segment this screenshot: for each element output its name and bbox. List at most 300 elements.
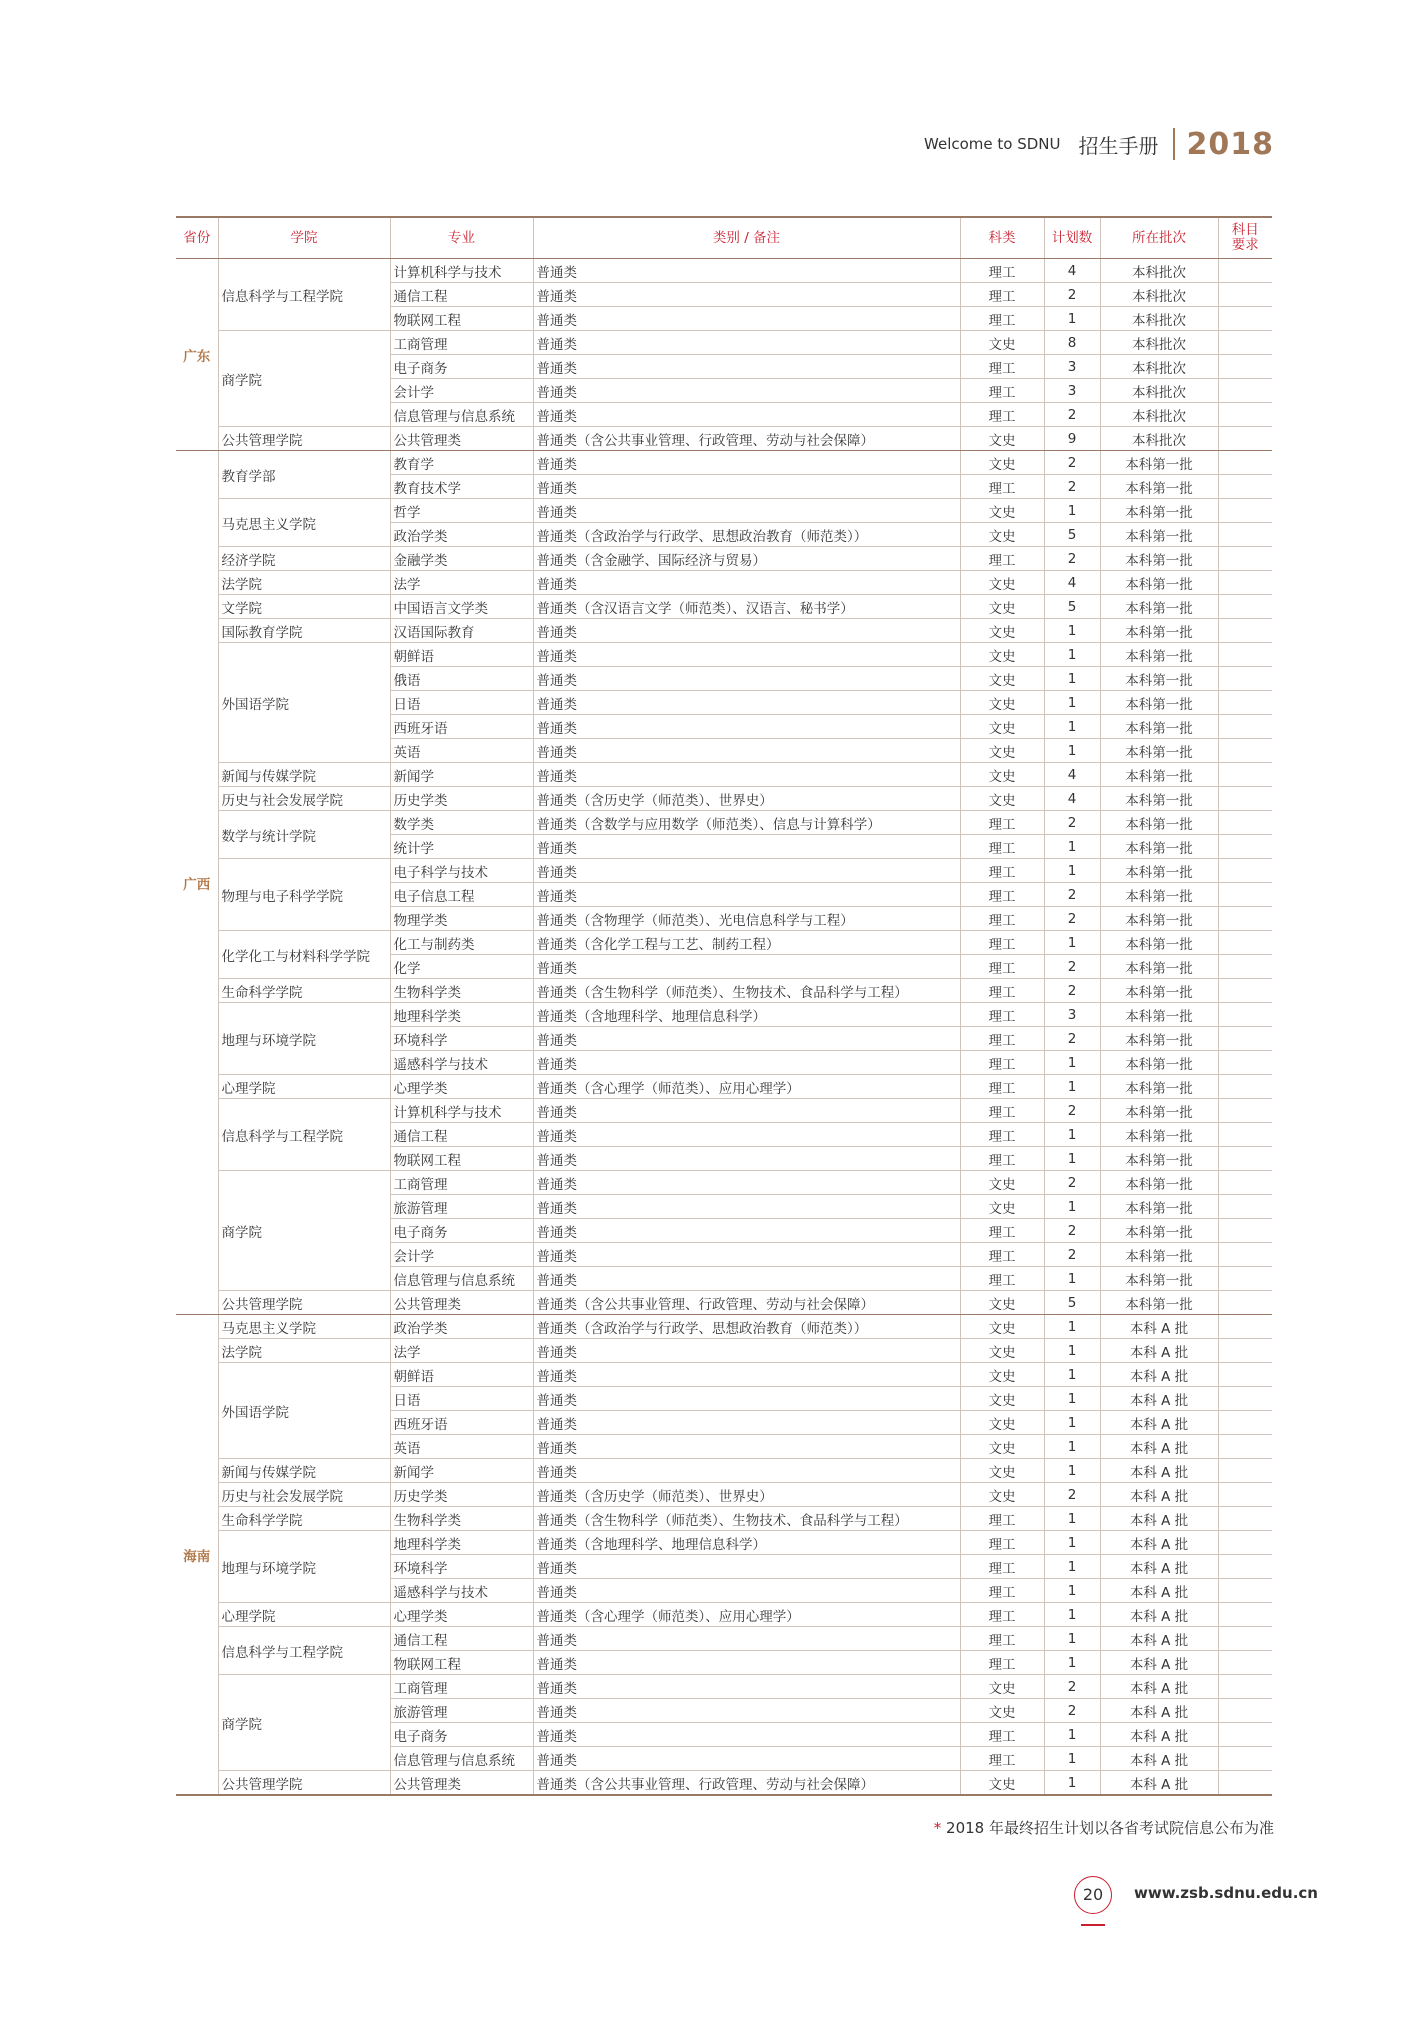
table-row (176, 571, 1272, 595)
subject-req-cell (1218, 475, 1272, 499)
plan-count-cell: 1 (1044, 1387, 1100, 1411)
subject-req-cell (1218, 1483, 1272, 1507)
batch-cell: 本科第一批 (1100, 1051, 1218, 1075)
plan-count-cell: 2 (1044, 955, 1100, 979)
subject-type-cell: 文史 (960, 1771, 1044, 1796)
major-cell: 工商管理 (390, 1171, 533, 1195)
subject-type-cell: 文史 (960, 595, 1044, 619)
col-header-province: 省份 (176, 217, 218, 259)
batch-cell: 本科第一批 (1100, 643, 1218, 667)
table-row (176, 811, 1272, 835)
category-cell: 普通类 (533, 883, 960, 907)
batch-cell: 本科第一批 (1100, 499, 1218, 523)
subject-req-cell (1218, 1387, 1272, 1411)
category-cell: 普通类 (533, 475, 960, 499)
subject-req-cell (1218, 1099, 1272, 1123)
table-row (176, 1675, 1272, 1699)
college-cell: 化学化工与材料科学学院 (218, 931, 390, 979)
table-row (176, 1483, 1272, 1507)
plan-count-cell: 1 (1044, 1435, 1100, 1459)
plan-count-cell: 2 (1044, 1675, 1100, 1699)
plan-count-cell: 2 (1044, 1243, 1100, 1267)
college-cell: 生命科学学院 (218, 979, 390, 1003)
batch-cell: 本科 A 批 (1100, 1627, 1218, 1651)
plan-count-cell: 1 (1044, 1195, 1100, 1219)
plan-count-cell: 1 (1044, 1075, 1100, 1099)
major-cell: 物联网工程 (390, 307, 533, 331)
subject-type-cell: 理工 (960, 1027, 1044, 1051)
college-cell: 信息科学与工程学院 (218, 259, 390, 331)
major-cell: 工商管理 (390, 331, 533, 355)
category-cell: 普通类（含公共事业管理、行政管理、劳动与社会保障） (533, 1291, 960, 1315)
table-row (176, 1003, 1272, 1027)
table-row (176, 1459, 1272, 1483)
major-cell: 法学 (390, 1339, 533, 1363)
table-row (176, 1291, 1272, 1315)
subject-req-cell (1218, 1603, 1272, 1627)
subject-req-cell (1218, 1219, 1272, 1243)
table-row (176, 1099, 1272, 1123)
subject-type-cell: 文史 (960, 739, 1044, 763)
subject-req-cell (1218, 1531, 1272, 1555)
batch-cell: 本科第一批 (1100, 1267, 1218, 1291)
subject-type-cell: 理工 (960, 1555, 1044, 1579)
plan-count-cell: 1 (1044, 1459, 1100, 1483)
college-cell: 公共管理学院 (218, 1291, 390, 1315)
subject-type-cell: 文史 (960, 1483, 1044, 1507)
table-row (176, 1363, 1272, 1387)
category-cell: 普通类 (533, 835, 960, 859)
batch-cell: 本科批次 (1100, 379, 1218, 403)
subject-req-cell (1218, 1723, 1272, 1747)
plan-count-cell: 8 (1044, 331, 1100, 355)
college-cell: 马克思主义学院 (218, 499, 390, 547)
subject-req-cell (1218, 619, 1272, 643)
subject-req-cell (1218, 1363, 1272, 1387)
plan-count-cell: 2 (1044, 1099, 1100, 1123)
subject-type-cell: 理工 (960, 1723, 1044, 1747)
major-cell: 心理学类 (390, 1075, 533, 1099)
major-cell: 新闻学 (390, 1459, 533, 1483)
subject-req-cell (1218, 1243, 1272, 1267)
batch-cell: 本科第一批 (1100, 1147, 1218, 1171)
category-cell: 普通类 (533, 379, 960, 403)
subject-req-cell (1218, 499, 1272, 523)
plan-count-cell: 1 (1044, 1507, 1100, 1531)
batch-cell: 本科 A 批 (1100, 1339, 1218, 1363)
subject-type-cell: 文史 (960, 715, 1044, 739)
major-cell: 信息管理与信息系统 (390, 403, 533, 427)
plan-count-cell: 1 (1044, 1531, 1100, 1555)
major-cell: 公共管理类 (390, 427, 533, 451)
plan-count-cell: 2 (1044, 1027, 1100, 1051)
category-cell: 普通类 (533, 1459, 960, 1483)
batch-cell: 本科第一批 (1100, 1003, 1218, 1027)
subject-req-cell (1218, 1699, 1272, 1723)
subject-type-cell: 文史 (960, 1435, 1044, 1459)
plan-count-cell: 2 (1044, 403, 1100, 427)
subject-req-cell (1218, 1411, 1272, 1435)
batch-cell: 本科 A 批 (1100, 1603, 1218, 1627)
subject-type-cell: 理工 (960, 931, 1044, 955)
category-cell: 普通类 (533, 1411, 960, 1435)
province-cell: 广东 (176, 259, 218, 451)
table-row (176, 787, 1272, 811)
college-cell: 历史与社会发展学院 (218, 787, 390, 811)
website-url: www.zsb.sdnu.edu.cn (1134, 1884, 1318, 1902)
batch-cell: 本科第一批 (1100, 1099, 1218, 1123)
col-header-subject-req: 科目 要求 (1218, 217, 1272, 259)
category-cell: 普通类 (533, 1339, 960, 1363)
plan-count-cell: 1 (1044, 1747, 1100, 1771)
subject-req-cell (1218, 547, 1272, 571)
subject-req-cell (1218, 1291, 1272, 1315)
table-row (176, 1075, 1272, 1099)
subject-type-cell: 理工 (960, 1531, 1044, 1555)
major-cell: 地理科学类 (390, 1003, 533, 1027)
category-cell: 普通类 (533, 691, 960, 715)
category-cell: 普通类 (533, 1723, 960, 1747)
subject-type-cell: 理工 (960, 475, 1044, 499)
subject-req-cell (1218, 451, 1272, 475)
category-cell: 普通类 (533, 763, 960, 787)
batch-cell: 本科批次 (1100, 355, 1218, 379)
batch-cell: 本科第一批 (1100, 475, 1218, 499)
subject-type-cell: 理工 (960, 1123, 1044, 1147)
subject-type-cell: 文史 (960, 523, 1044, 547)
subject-type-cell: 文史 (960, 331, 1044, 355)
table-row (176, 595, 1272, 619)
subject-type-cell: 理工 (960, 1003, 1044, 1027)
major-cell: 工商管理 (390, 1675, 533, 1699)
batch-cell: 本科第一批 (1100, 739, 1218, 763)
subject-type-cell: 文史 (960, 1171, 1044, 1195)
plan-count-cell: 1 (1044, 1723, 1100, 1747)
category-cell: 普通类 (533, 403, 960, 427)
major-cell: 新闻学 (390, 763, 533, 787)
plan-count-cell: 2 (1044, 907, 1100, 931)
major-cell: 电子科学与技术 (390, 859, 533, 883)
college-cell: 文学院 (218, 595, 390, 619)
table-row (176, 1315, 1272, 1339)
subject-type-cell: 文史 (960, 1363, 1044, 1387)
plan-count-cell: 2 (1044, 883, 1100, 907)
batch-cell: 本科 A 批 (1100, 1363, 1218, 1387)
major-cell: 政治学类 (390, 523, 533, 547)
subject-type-cell: 理工 (960, 1651, 1044, 1675)
college-cell: 法学院 (218, 571, 390, 595)
major-cell: 计算机科学与技术 (390, 1099, 533, 1123)
college-cell: 地理与环境学院 (218, 1003, 390, 1075)
category-cell: 普通类（含生物科学（师范类）、生物技术、食品科学与工程） (533, 1507, 960, 1531)
major-cell: 地理科学类 (390, 1531, 533, 1555)
category-cell: 普通类 (533, 1147, 960, 1171)
subject-req-cell (1218, 1651, 1272, 1675)
category-cell: 普通类（含历史学（师范类）、世界史） (533, 1483, 960, 1507)
category-cell: 普通类（含金融学、国际经济与贸易） (533, 547, 960, 571)
table-row (176, 1171, 1272, 1195)
category-cell: 普通类（含政治学与行政学、思想政治教育（师范类）） (533, 1315, 960, 1339)
batch-cell: 本科 A 批 (1100, 1315, 1218, 1339)
subject-type-cell: 文史 (960, 1675, 1044, 1699)
major-cell: 化学 (390, 955, 533, 979)
major-cell: 中国语言文学类 (390, 595, 533, 619)
plan-count-cell: 1 (1044, 1579, 1100, 1603)
batch-cell: 本科第一批 (1100, 811, 1218, 835)
plan-count-cell: 4 (1044, 571, 1100, 595)
major-cell: 公共管理类 (390, 1771, 533, 1796)
subject-type-cell: 理工 (960, 1051, 1044, 1075)
major-cell: 信息管理与信息系统 (390, 1267, 533, 1291)
subject-req-cell (1218, 787, 1272, 811)
plan-count-cell: 1 (1044, 691, 1100, 715)
subject-type-cell: 文史 (960, 619, 1044, 643)
major-cell: 生物科学类 (390, 979, 533, 1003)
major-cell: 环境科学 (390, 1555, 533, 1579)
subject-type-cell: 文史 (960, 1699, 1044, 1723)
college-cell: 数学与统计学院 (218, 811, 390, 859)
major-cell: 电子商务 (390, 1723, 533, 1747)
plan-count-cell: 1 (1044, 835, 1100, 859)
subject-req-cell (1218, 307, 1272, 331)
plan-count-cell: 1 (1044, 1603, 1100, 1627)
subject-req-cell (1218, 1075, 1272, 1099)
subject-req-cell (1218, 1147, 1272, 1171)
category-cell: 普通类 (533, 955, 960, 979)
plan-count-cell: 1 (1044, 1771, 1100, 1796)
table-row (176, 619, 1272, 643)
table-row (176, 1531, 1272, 1555)
plan-count-cell: 5 (1044, 1291, 1100, 1315)
table-header-row (176, 217, 1272, 259)
category-cell: 普通类（含历史学（师范类）、世界史） (533, 787, 960, 811)
college-cell: 新闻与传媒学院 (218, 1459, 390, 1483)
major-cell: 计算机科学与技术 (390, 259, 533, 283)
subject-type-cell: 理工 (960, 1243, 1044, 1267)
major-cell: 数学类 (390, 811, 533, 835)
batch-cell: 本科批次 (1100, 403, 1218, 427)
major-cell: 日语 (390, 1387, 533, 1411)
batch-cell: 本科第一批 (1100, 595, 1218, 619)
subject-type-cell: 理工 (960, 859, 1044, 883)
major-cell: 历史学类 (390, 1483, 533, 1507)
subject-type-cell: 文史 (960, 1195, 1044, 1219)
category-cell: 普通类（含心理学（师范类）、应用心理学） (533, 1075, 960, 1099)
table-row (176, 1627, 1272, 1651)
plan-count-cell: 2 (1044, 547, 1100, 571)
footnote-star: * (933, 1819, 942, 1837)
subject-type-cell: 理工 (960, 955, 1044, 979)
batch-cell: 本科第一批 (1100, 883, 1218, 907)
category-cell: 普通类（含公共事业管理、行政管理、劳动与社会保障） (533, 427, 960, 451)
subject-req-cell (1218, 403, 1272, 427)
plan-count-cell: 5 (1044, 595, 1100, 619)
subject-type-cell: 理工 (960, 1099, 1044, 1123)
college-cell: 地理与环境学院 (218, 1531, 390, 1603)
major-cell: 通信工程 (390, 283, 533, 307)
plan-count-cell: 1 (1044, 1339, 1100, 1363)
subject-type-cell: 文史 (960, 571, 1044, 595)
batch-cell: 本科第一批 (1100, 955, 1218, 979)
subject-req-cell (1218, 1003, 1272, 1027)
subject-type-cell: 理工 (960, 355, 1044, 379)
footnote-text: 2018 年最终招生计划以各省考试院信息公布为准 (941, 1819, 1274, 1837)
subject-req-cell (1218, 1171, 1272, 1195)
plan-count-cell: 2 (1044, 451, 1100, 475)
major-cell: 俄语 (390, 667, 533, 691)
major-cell: 法学 (390, 571, 533, 595)
category-cell: 普通类（含物理学（师范类）、光电信息科学与工程） (533, 907, 960, 931)
major-cell: 遥感科学与技术 (390, 1051, 533, 1075)
subject-req-cell (1218, 883, 1272, 907)
subject-type-cell: 理工 (960, 835, 1044, 859)
subject-type-cell: 文史 (960, 643, 1044, 667)
category-cell: 普通类 (533, 1579, 960, 1603)
category-cell: 普通类（含化学工程与工艺、制药工程） (533, 931, 960, 955)
batch-cell: 本科 A 批 (1100, 1459, 1218, 1483)
batch-cell: 本科第一批 (1100, 907, 1218, 931)
plan-count-cell: 2 (1044, 1171, 1100, 1195)
college-cell: 新闻与传媒学院 (218, 763, 390, 787)
major-cell: 化工与制药类 (390, 931, 533, 955)
subject-req-cell (1218, 979, 1272, 1003)
category-cell: 普通类 (533, 1027, 960, 1051)
college-cell: 商学院 (218, 1675, 390, 1771)
subject-type-cell: 理工 (960, 403, 1044, 427)
major-cell: 金融学类 (390, 547, 533, 571)
plan-count-cell: 1 (1044, 1267, 1100, 1291)
subject-req-cell (1218, 427, 1272, 451)
table-row (176, 1771, 1272, 1796)
subject-req-cell (1218, 283, 1272, 307)
subject-type-cell: 理工 (960, 1627, 1044, 1651)
subject-req-cell (1218, 931, 1272, 955)
col-header-college: 学院 (218, 217, 390, 259)
college-cell: 国际教育学院 (218, 619, 390, 643)
subject-req-cell (1218, 1123, 1272, 1147)
subject-req-cell (1218, 691, 1272, 715)
batch-cell: 本科批次 (1100, 259, 1218, 283)
subject-type-cell: 理工 (960, 379, 1044, 403)
major-cell: 会计学 (390, 379, 533, 403)
subject-req-cell (1218, 1315, 1272, 1339)
major-cell: 统计学 (390, 835, 533, 859)
plan-count-cell: 4 (1044, 763, 1100, 787)
category-cell: 普通类（含汉语言文学（师范类）、汉语言、秘书学） (533, 595, 960, 619)
table-row (176, 859, 1272, 883)
col-header-category: 类别 / 备注 (533, 217, 960, 259)
college-cell: 马克思主义学院 (218, 1315, 390, 1339)
subject-type-cell: 文史 (960, 1387, 1044, 1411)
plan-count-cell: 5 (1044, 523, 1100, 547)
category-cell: 普通类 (533, 643, 960, 667)
college-cell: 商学院 (218, 331, 390, 427)
major-cell: 遥感科学与技术 (390, 1579, 533, 1603)
col-header-major: 专业 (390, 217, 533, 259)
category-cell: 普通类 (533, 1099, 960, 1123)
footnote (934, 1817, 1274, 1838)
major-cell: 物联网工程 (390, 1147, 533, 1171)
table-row (176, 499, 1272, 523)
college-cell: 教育学部 (218, 451, 390, 499)
batch-cell: 本科 A 批 (1100, 1579, 1218, 1603)
batch-cell: 本科 A 批 (1100, 1483, 1218, 1507)
plan-count-cell: 2 (1044, 1219, 1100, 1243)
plan-count-cell: 2 (1044, 475, 1100, 499)
category-cell: 普通类 (533, 1747, 960, 1771)
subject-type-cell: 理工 (960, 283, 1044, 307)
batch-cell: 本科第一批 (1100, 667, 1218, 691)
college-cell: 法学院 (218, 1339, 390, 1363)
table-row (176, 1603, 1272, 1627)
subject-type-cell: 文史 (960, 1459, 1044, 1483)
major-cell: 英语 (390, 1435, 533, 1459)
plan-count-cell: 9 (1044, 427, 1100, 451)
batch-cell: 本科第一批 (1100, 451, 1218, 475)
category-cell: 普通类 (533, 1243, 960, 1267)
enrollment-plan-table (176, 216, 1272, 1796)
subject-type-cell: 理工 (960, 979, 1044, 1003)
major-cell: 会计学 (390, 1243, 533, 1267)
plan-count-cell: 1 (1044, 1627, 1100, 1651)
subject-type-cell: 文史 (960, 427, 1044, 451)
college-cell: 生命科学学院 (218, 1507, 390, 1531)
plan-count-cell: 1 (1044, 1363, 1100, 1387)
category-cell: 普通类 (533, 1219, 960, 1243)
subject-req-cell (1218, 859, 1272, 883)
table-row (176, 1507, 1272, 1531)
plan-count-cell: 2 (1044, 1699, 1100, 1723)
subject-type-cell: 文史 (960, 1411, 1044, 1435)
subject-type-cell: 文史 (960, 787, 1044, 811)
table-row (176, 259, 1272, 283)
plan-count-cell: 1 (1044, 643, 1100, 667)
batch-cell: 本科第一批 (1100, 1075, 1218, 1099)
subject-req-cell (1218, 643, 1272, 667)
batch-cell: 本科批次 (1100, 427, 1218, 451)
major-cell: 公共管理类 (390, 1291, 533, 1315)
table-row (176, 547, 1272, 571)
subject-req-cell (1218, 739, 1272, 763)
subject-type-cell: 理工 (960, 811, 1044, 835)
college-cell: 经济学院 (218, 547, 390, 571)
batch-cell: 本科第一批 (1100, 1243, 1218, 1267)
batch-cell: 本科 A 批 (1100, 1411, 1218, 1435)
category-cell: 普通类 (533, 1651, 960, 1675)
plan-count-cell: 2 (1044, 811, 1100, 835)
college-cell: 商学院 (218, 1171, 390, 1291)
category-cell: 普通类 (533, 667, 960, 691)
major-cell: 旅游管理 (390, 1195, 533, 1219)
category-cell: 普通类（含公共事业管理、行政管理、劳动与社会保障） (533, 1771, 960, 1796)
province-cell: 广西 (176, 451, 218, 1315)
subject-type-cell: 理工 (960, 883, 1044, 907)
subject-req-cell (1218, 1627, 1272, 1651)
subject-req-cell (1218, 1435, 1272, 1459)
subject-type-cell: 理工 (960, 259, 1044, 283)
category-cell: 普通类 (533, 1555, 960, 1579)
category-cell: 普通类（含心理学（师范类）、应用心理学） (533, 1603, 960, 1627)
category-cell: 普通类 (533, 355, 960, 379)
subject-req-cell (1218, 1507, 1272, 1531)
subject-req-cell (1218, 259, 1272, 283)
subject-type-cell: 理工 (960, 1075, 1044, 1099)
category-cell: 普通类（含数学与应用数学（师范类）、信息与计算科学） (533, 811, 960, 835)
category-cell: 普通类 (533, 1675, 960, 1699)
category-cell: 普通类（含生物科学（师范类）、生物技术、食品科学与工程） (533, 979, 960, 1003)
plan-count-cell: 1 (1044, 1147, 1100, 1171)
subject-type-cell: 理工 (960, 547, 1044, 571)
